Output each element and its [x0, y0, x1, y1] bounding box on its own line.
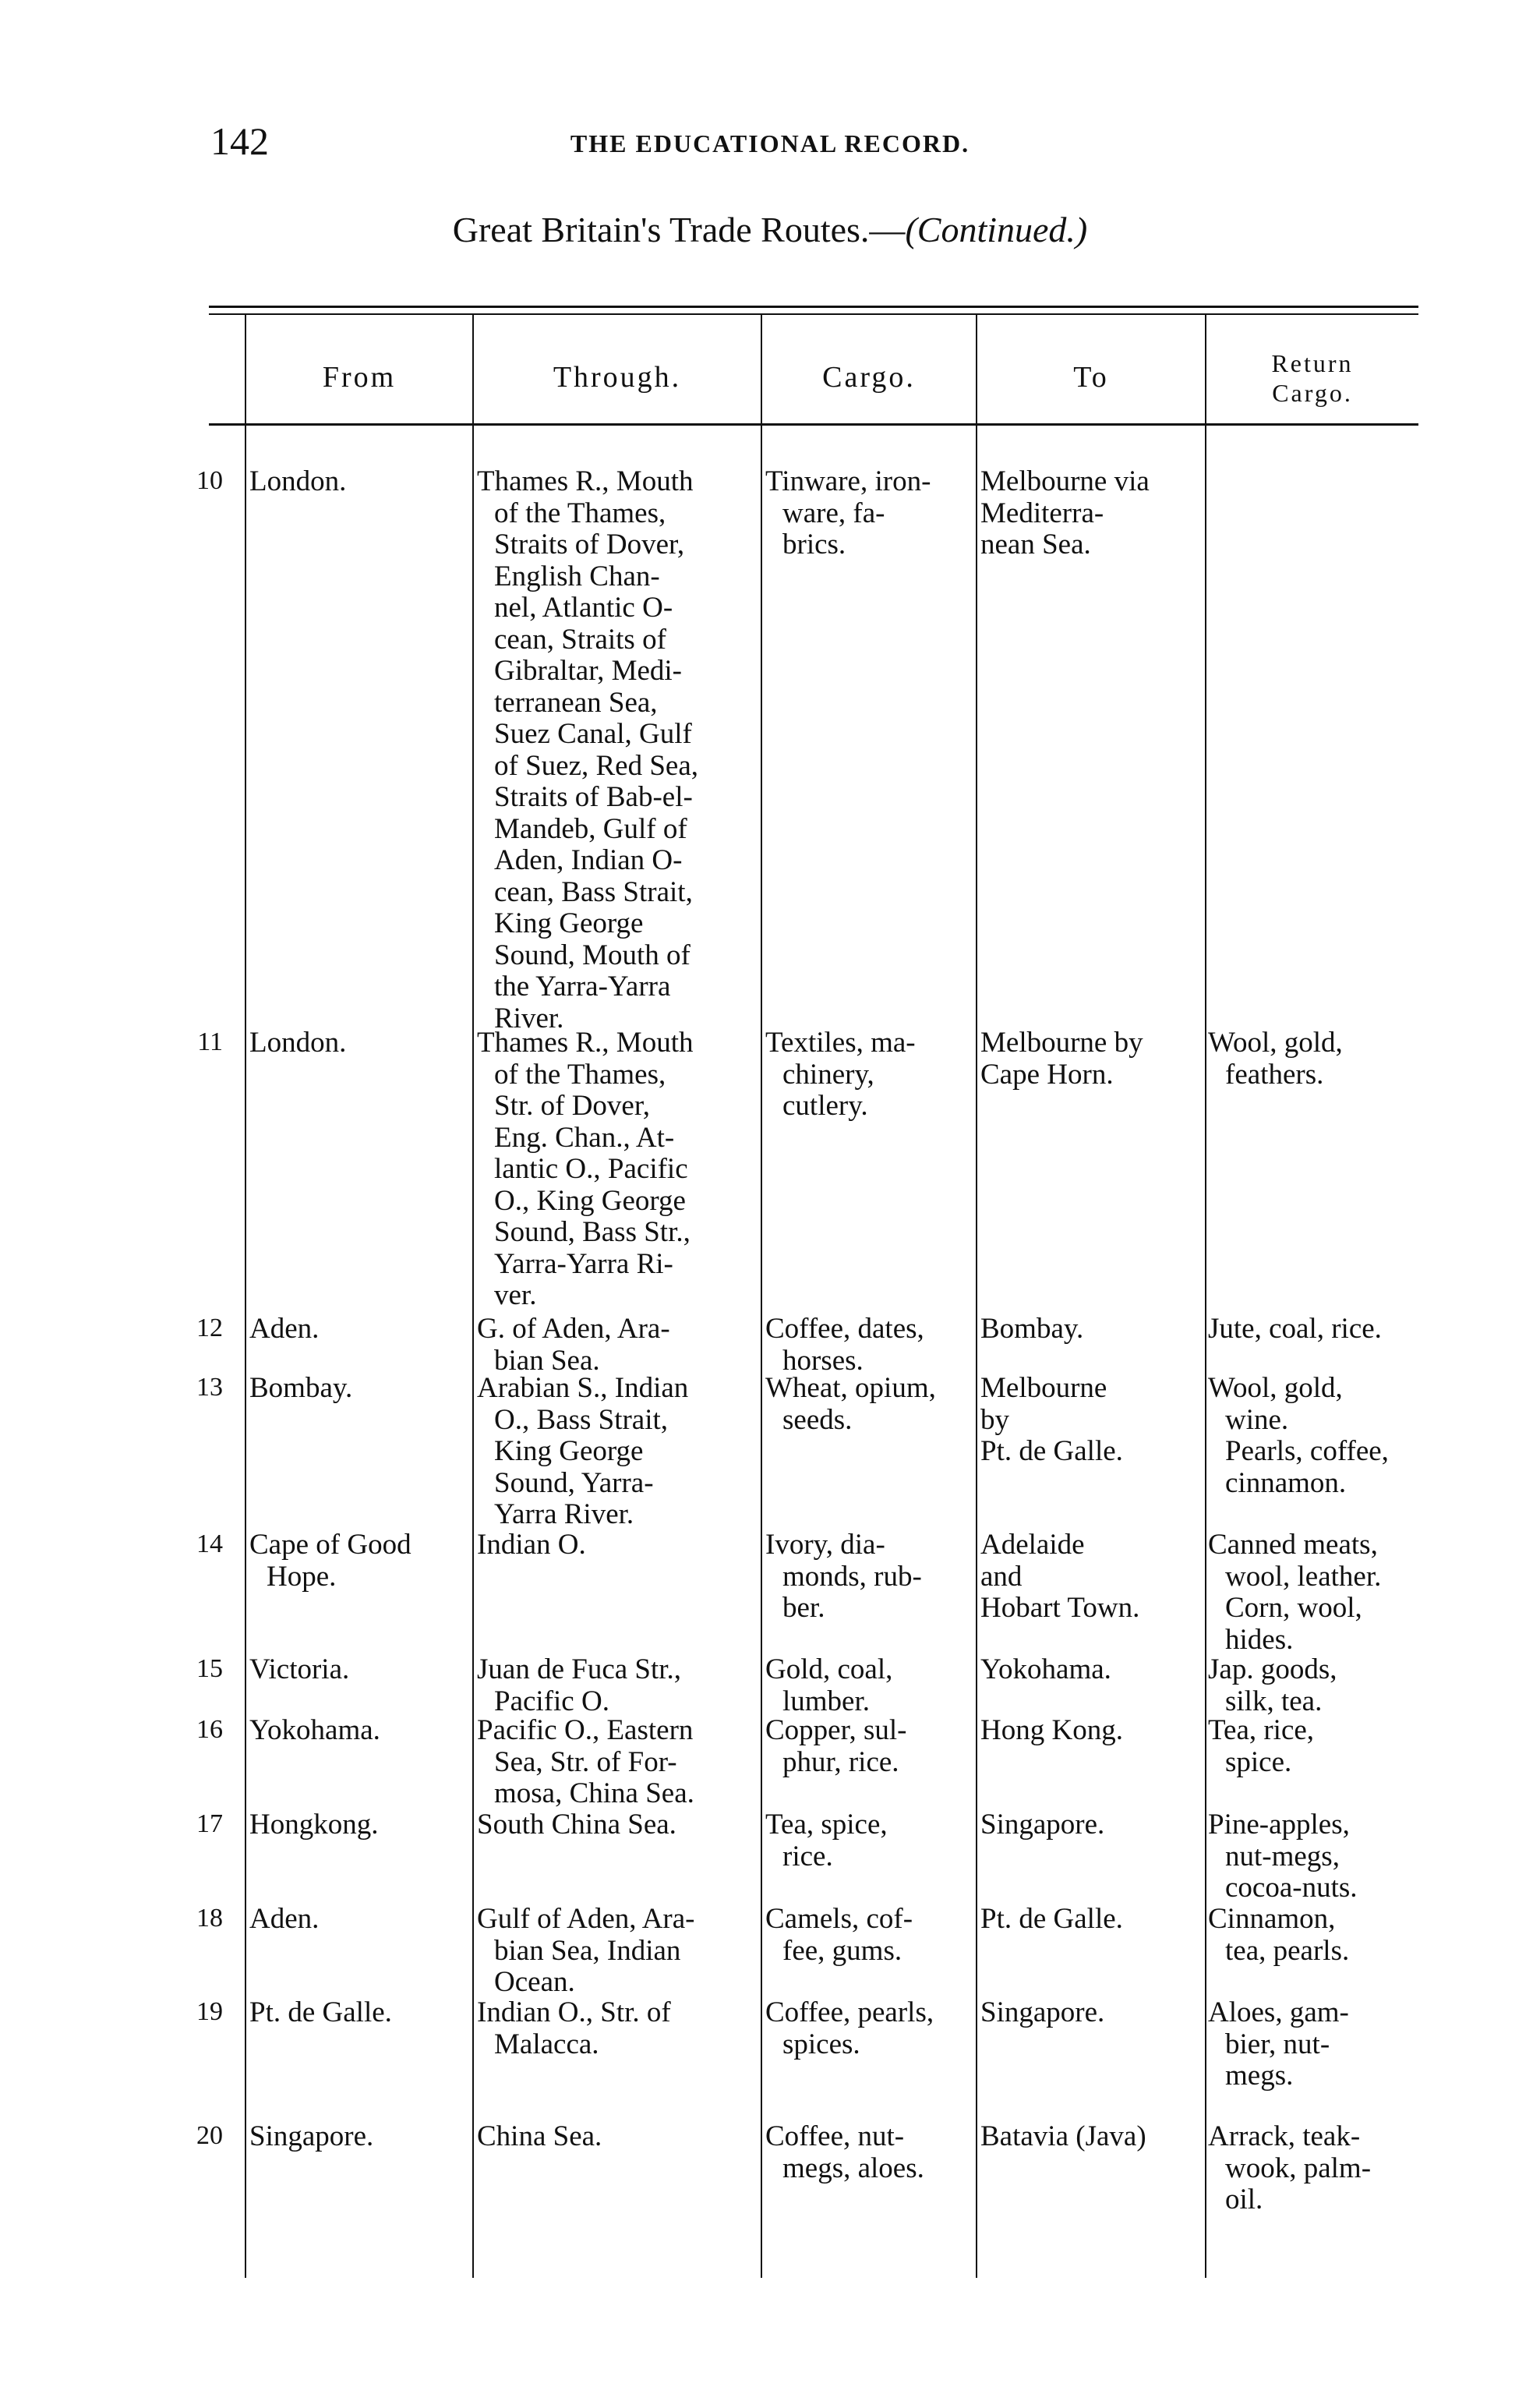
cell-line: Thames R., Mouth	[477, 1027, 694, 1059]
cell-line: tea, pearls.	[1225, 1934, 1350, 1967]
cell-cargo	[765, 1529, 976, 1625]
cell-line: lantic O., Pacific	[494, 1153, 688, 1185]
page-number: 142	[210, 119, 269, 163]
header-cargo: Cargo.	[822, 361, 916, 394]
cell-from	[249, 1809, 472, 1841]
cell-line: Cape Horn.	[980, 1058, 1114, 1091]
cell-from	[249, 466, 472, 498]
cell-line: Pt. de Galle.	[249, 1996, 392, 2028]
cell-line: London.	[249, 1027, 347, 1059]
column-divider	[761, 313, 762, 2278]
cell-line: Bombay.	[980, 1313, 1084, 1345]
cell-to	[980, 1997, 1203, 2029]
cell-from	[249, 1027, 472, 1059]
cell-return-cargo	[1208, 1715, 1426, 1778]
cell-line: Straits of Dover,	[494, 529, 685, 560]
cell-line: cinnamon.	[1225, 1466, 1347, 1499]
cell-line: Melbourne via	[980, 465, 1150, 497]
cell-through	[477, 1373, 758, 1531]
cell-cargo	[765, 1809, 976, 1872]
cell-to	[980, 2121, 1203, 2153]
cell-line: London.	[249, 465, 347, 497]
cell-line: Malacca.	[494, 2028, 599, 2060]
cell-line: Straits of Bab-el-	[494, 781, 693, 813]
cell-through	[477, 1809, 758, 1841]
cell-line: Yarra River.	[494, 1498, 634, 1530]
row-number: 11	[197, 1027, 223, 1056]
cell-return-cargo	[1208, 1529, 1426, 1656]
cell-line: Tinware, iron-	[765, 465, 931, 497]
cell-cargo	[765, 1904, 976, 1967]
row-number: 10	[196, 466, 223, 495]
top-rule-2	[209, 313, 1418, 315]
cell-line: of Suez, Red Sea,	[494, 749, 699, 782]
cell-line: Tea, rice,	[1208, 1714, 1315, 1746]
cell-line: nut-megs,	[1225, 1840, 1340, 1872]
cell-line: nel, Atlantic O-	[494, 592, 673, 624]
cell-line: the Yarra-Yarra	[494, 971, 671, 1003]
cell-from	[249, 1314, 472, 1346]
cell-line: Coffee, dates,	[765, 1313, 924, 1345]
row-number: 15	[196, 1654, 223, 1683]
cell-cargo	[765, 466, 976, 561]
cell-line: Textiles, ma-	[765, 1027, 916, 1059]
cell-through	[477, 1314, 758, 1377]
cell-to	[980, 466, 1203, 561]
cell-line: bian Sea, Indian	[494, 1934, 681, 1967]
row-number: 14	[196, 1529, 223, 1558]
cell-cargo	[765, 1654, 976, 1717]
cell-line: Pacific O., Eastern	[477, 1714, 694, 1746]
cell-line: Singapore.	[249, 2120, 374, 2152]
row-number: 13	[196, 1373, 223, 1402]
cell-line: Suez Canal, Gulf	[494, 718, 692, 750]
top-rule-1	[209, 306, 1418, 308]
cell-through	[477, 1715, 758, 1810]
cell-line: Sound, Yarra-	[494, 1466, 654, 1499]
cell-line: wook, palm-	[1225, 2152, 1372, 2184]
cell-line: of the Thames,	[494, 1058, 666, 1091]
cell-line: Ocean.	[494, 1966, 575, 1998]
cell-line: Thames R., Mouth	[477, 465, 694, 497]
cell-line: Cape of Good	[249, 1529, 411, 1561]
cell-line: O., King George	[494, 1184, 686, 1217]
cell-line: Adelaide	[980, 1529, 1085, 1561]
row-number: 18	[196, 1904, 223, 1933]
cell-line: Aloes, gam-	[1208, 1996, 1349, 2028]
cell-line: Aden.	[249, 1903, 320, 1935]
cell-to	[980, 1314, 1203, 1346]
cell-line: Melbourne	[980, 1372, 1107, 1404]
cell-line: cutlery.	[782, 1090, 868, 1122]
running-head: THE EDUCATIONAL RECORD.	[570, 129, 970, 157]
table-title-continued: (Continued.)	[905, 210, 1088, 249]
cell-from	[249, 1373, 472, 1405]
cell-from	[249, 1997, 472, 2029]
cell-line: Singapore.	[980, 1809, 1105, 1841]
cell-line: bier, nut-	[1225, 2028, 1330, 2060]
cell-line: Bombay.	[249, 1372, 353, 1404]
cell-line: Melbourne by	[980, 1027, 1143, 1059]
cell-from	[249, 1529, 472, 1593]
cell-line: Yokohama.	[980, 1653, 1111, 1685]
column-divider	[1205, 313, 1206, 2278]
cell-line: Camels, cof-	[765, 1903, 913, 1935]
row-number: 16	[196, 1715, 223, 1744]
cell-line: Canned meats,	[1208, 1529, 1378, 1561]
cell-line: Str. of Dover,	[494, 1090, 650, 1122]
cell-line: and	[980, 1560, 1023, 1593]
cell-cargo	[765, 1027, 976, 1123]
cell-line: spices.	[782, 2028, 860, 2060]
cell-line: Hobart Town.	[980, 1592, 1140, 1624]
cell-line: Arabian S., Indian	[477, 1372, 689, 1404]
cell-line: Eng. Chan., At-	[494, 1121, 675, 1154]
cell-return-cargo	[1208, 1904, 1426, 1967]
cell-from	[249, 1904, 472, 1936]
column-divider	[976, 313, 977, 2278]
cell-line: Sound, Bass Str.,	[494, 1216, 691, 1248]
cell-line: Sea, Str. of For-	[494, 1745, 677, 1778]
cell-line: Wool, gold,	[1208, 1027, 1343, 1059]
cell-line: Gold, coal,	[765, 1653, 893, 1685]
cell-from	[249, 2121, 472, 2153]
cell-to	[980, 1904, 1203, 1936]
cell-line: ware, fa-	[782, 497, 885, 529]
cell-line: oil.	[1225, 2184, 1263, 2215]
cell-line: hides.	[1225, 1623, 1294, 1656]
table-title-text: Great Britain's Trade Routes.—	[452, 210, 906, 249]
cell-line: mosa, China Sea.	[494, 1777, 694, 1809]
cell-to	[980, 1654, 1203, 1686]
cell-line: King George	[494, 907, 644, 939]
row-number: 17	[196, 1809, 223, 1838]
cell-line: Pearls, coffee,	[1225, 1435, 1389, 1467]
cell-line: Singapore.	[980, 1996, 1105, 2028]
header-to: To	[1073, 361, 1109, 394]
cell-line: lumber.	[782, 1685, 871, 1717]
cell-line: Batavia (Java)	[980, 2120, 1146, 2152]
cell-line: Aden, Indian O-	[494, 844, 683, 876]
cell-return-cargo	[1208, 2121, 1426, 2216]
cell-line: G. of Aden, Ara-	[477, 1313, 670, 1345]
cell-line: Gibraltar, Medi-	[494, 655, 682, 687]
cell-cargo	[765, 1715, 976, 1778]
cell-from	[249, 1654, 472, 1686]
cell-line: Coffee, nut-	[765, 2120, 905, 2152]
cell-line: seeds.	[782, 1403, 853, 1436]
cell-line: ver.	[494, 1279, 537, 1311]
cell-line: feathers.	[1225, 1058, 1324, 1091]
cell-through	[477, 1529, 758, 1561]
cell-line: Jute, coal, rice.	[1208, 1313, 1382, 1345]
cell-line: of the Thames,	[494, 497, 666, 529]
cell-cargo	[765, 1997, 976, 2060]
cell-line: nean Sea.	[980, 529, 1091, 560]
cell-line: Ivory, dia-	[765, 1529, 885, 1561]
header-from: From	[322, 361, 397, 394]
cell-return-cargo	[1208, 1654, 1426, 1717]
cell-to	[980, 1027, 1203, 1091]
cell-line: South China Sea.	[477, 1809, 676, 1841]
row-number: 19	[196, 1997, 223, 2026]
cell-line: Tea, spice,	[765, 1809, 888, 1841]
cell-line: silk, tea.	[1225, 1685, 1323, 1717]
cell-line: Pt. de Galle.	[980, 1903, 1123, 1935]
cell-return-cargo	[1208, 1027, 1426, 1091]
cell-line: Victoria.	[249, 1653, 350, 1685]
header-through: Through.	[553, 361, 682, 394]
cell-line: wool, leather.	[1225, 1560, 1382, 1593]
cell-to	[980, 1529, 1203, 1625]
cell-through	[477, 1027, 758, 1312]
cell-line: cean, Bass Strait,	[494, 875, 693, 908]
cell-line: Indian O.	[477, 1529, 586, 1561]
cell-line: bian Sea.	[494, 1344, 600, 1377]
cell-through	[477, 1904, 758, 1999]
cell-line: ber.	[782, 1592, 825, 1624]
cell-through	[477, 466, 758, 1034]
cell-line: cocoa-nuts.	[1225, 1872, 1358, 1904]
cell-line: Aden.	[249, 1313, 320, 1345]
cell-return-cargo	[1208, 1997, 1426, 2092]
cell-line: Indian O., Str. of	[477, 1996, 671, 2028]
cell-line: Mediterra-	[980, 497, 1104, 529]
cell-return-cargo	[1208, 1373, 1426, 1499]
cell-line: Yokohama.	[249, 1714, 380, 1746]
cell-line: horses.	[782, 1344, 864, 1377]
cell-line: megs, aloes.	[782, 2152, 924, 2184]
cell-line: monds, rub-	[782, 1560, 922, 1593]
cell-to	[980, 1373, 1203, 1468]
cell-line: cean, Straits of	[494, 623, 666, 656]
row-number: 20	[196, 2121, 223, 2150]
cell-cargo	[765, 2121, 976, 2184]
cell-line: King George	[494, 1435, 644, 1467]
cell-line: Hong Kong.	[980, 1714, 1123, 1746]
cell-to	[980, 1809, 1203, 1841]
cell-return-cargo	[1208, 1809, 1426, 1904]
cell-through	[477, 1654, 758, 1717]
cell-through	[477, 1997, 758, 2060]
cell-line: Copper, sul-	[765, 1714, 907, 1746]
column-divider	[472, 313, 474, 2278]
cell-line: Hongkong.	[249, 1809, 379, 1841]
column-divider	[245, 313, 246, 2278]
cell-line: Pt. de Galle.	[980, 1435, 1123, 1467]
cell-line: terranean Sea,	[494, 686, 658, 719]
cell-line: Cinnamon,	[1208, 1903, 1336, 1935]
cell-line: Wheat, opium,	[765, 1372, 936, 1404]
cell-return-cargo	[1208, 1314, 1426, 1346]
cell-line: wine.	[1225, 1403, 1289, 1436]
cell-line: Sound, Mouth of	[494, 939, 691, 971]
table-title	[0, 209, 1540, 250]
cell-from	[249, 1715, 472, 1747]
header-return-cargo: Return Cargo.	[1271, 348, 1354, 407]
cell-line: Yarra-Yarra Ri-	[494, 1247, 673, 1280]
cell-line: Coffee, pearls,	[765, 1996, 934, 2028]
cell-line: Mandeb, Gulf of	[494, 812, 687, 845]
cell-line: Juan de Fuca Str.,	[477, 1653, 682, 1685]
cell-line: Pacific O.	[494, 1685, 609, 1717]
cell-line: rice.	[782, 1840, 833, 1872]
cell-line: fee, gums.	[782, 1934, 902, 1967]
cell-line: Corn, wool,	[1225, 1592, 1362, 1624]
cell-line: spice.	[1225, 1745, 1292, 1778]
cell-cargo	[765, 1314, 976, 1377]
cell-to	[980, 1715, 1203, 1747]
row-number: 12	[196, 1314, 223, 1342]
cell-line: Wool, gold,	[1208, 1372, 1343, 1404]
cell-line: Gulf of Aden, Ara-	[477, 1903, 695, 1935]
cell-line: megs.	[1225, 2060, 1294, 2092]
cell-through	[477, 2121, 758, 2153]
cell-line: Jap. goods,	[1208, 1653, 1337, 1685]
cell-line: River.	[494, 1002, 564, 1034]
cell-cargo	[765, 1373, 976, 1436]
cell-line: Hope.	[267, 1560, 337, 1593]
cell-line: O., Bass Strait,	[494, 1403, 669, 1436]
cell-line: Arrack, teak-	[1208, 2120, 1361, 2152]
cell-line: English Chan-	[494, 560, 660, 592]
cell-line: China Sea.	[477, 2120, 602, 2152]
cell-line: by	[980, 1403, 1009, 1436]
cell-line: brics.	[782, 529, 846, 560]
cell-line: phur, rice.	[782, 1745, 899, 1778]
cell-line: Pine-apples,	[1208, 1809, 1350, 1841]
cell-line: chinery,	[782, 1058, 874, 1091]
